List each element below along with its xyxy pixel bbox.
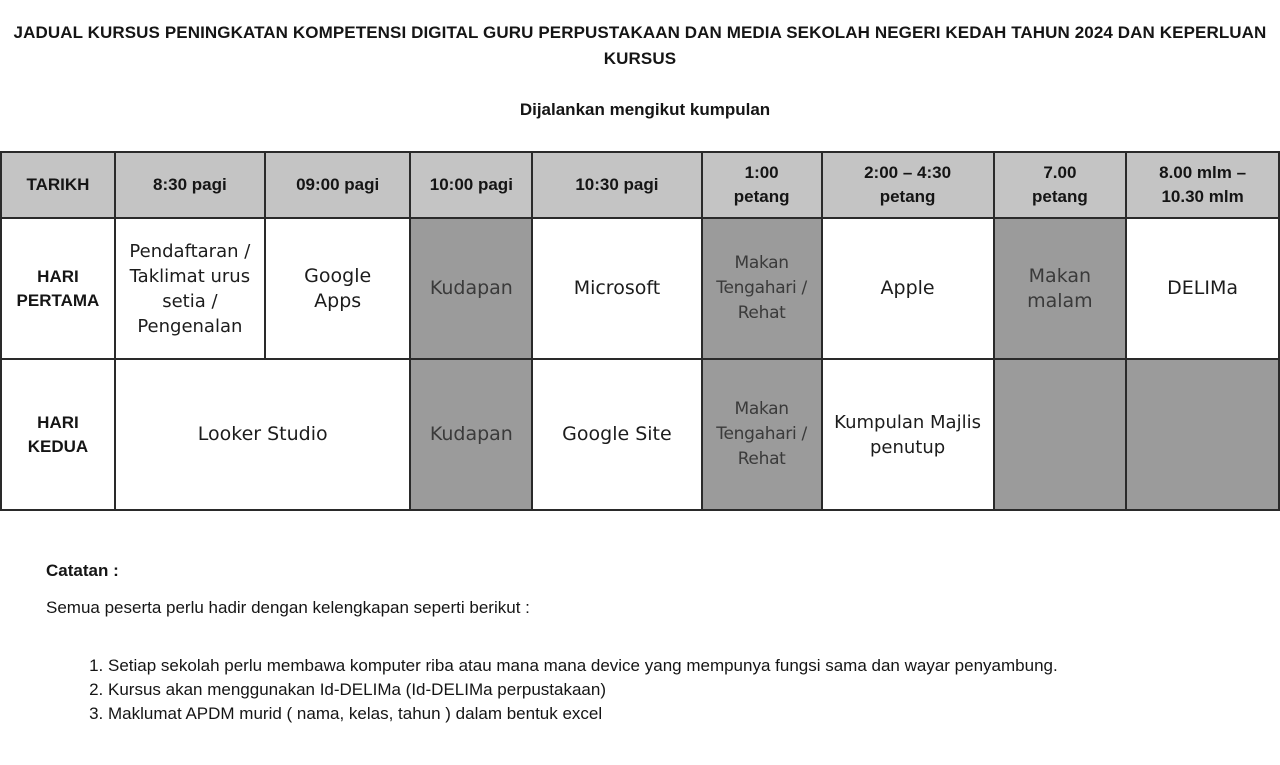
day1-cell-1300: Makan Tengahari / Rehat: [702, 218, 822, 359]
day1-cell-1000: Kudapan: [410, 218, 532, 359]
notes-list: [61, 654, 1208, 726]
day2-cell-2000: [1126, 359, 1279, 510]
header-time-1030: 10:30 pagi: [532, 152, 701, 218]
day1-cell-1400: Apple: [822, 218, 994, 359]
header-time-0900: 09:00 pagi: [265, 152, 411, 218]
document-title: JADUAL KURSUS PENINGKATAN KOMPETENSI DIGITAL GURU PERPUSTAKAAN DAN MEDIA SEKOLAH NEGERI KEDAH TAHUN 2024 DAN KEPERLUAN KURSUS: [13, 23, 1267, 68]
day1-cell-0900: Google Apps: [265, 218, 411, 359]
header-time-1300: 1:00 petang: [702, 152, 822, 218]
notes-item: 2. Kursus akan menggunakan Id-DELIMa (Id-DELIMa perpustakaan): [108, 678, 1208, 702]
header-tarikh: TARIKH: [1, 152, 115, 218]
notes-title: Catatan :: [46, 561, 119, 580]
day2-cell-1000: Kudapan: [410, 359, 532, 510]
day1-label: HARI PERTAMA: [1, 218, 115, 359]
day1-cell-2000: DELIMa: [1126, 218, 1279, 359]
day1-cell-0830: Pendaftaran / Taklimat urus setia / Pengenalan: [115, 218, 265, 359]
schedule-row-day2: [1, 359, 1279, 510]
header-time-0830: 8:30 pagi: [115, 152, 265, 218]
header-time-2000: 8.00 mlm – 10.30 mlm: [1126, 152, 1279, 218]
notes-item: 3. Maklumat APDM murid ( nama, kelas, tahun ) dalam bentuk excel: [108, 702, 1208, 726]
day1-cell-1030: Microsoft: [532, 218, 701, 359]
notes-item: 1. Setiap sekolah perlu membawa komputer riba atau mana mana device yang mempunya fungsi sama dan wayar penyambung.: [108, 654, 1208, 678]
day2-cell-1300: Makan Tengahari / Rehat: [702, 359, 822, 510]
header-time-1400: 2:00 – 4:30 petang: [822, 152, 994, 218]
header-time-1000: 10:00 pagi: [410, 152, 532, 218]
day2-cell-1900: [994, 359, 1127, 510]
schedule-table: [0, 151, 1280, 511]
notes-intro: Semua peserta perlu hadir dengan kelengkapan seperti berikut :: [46, 598, 530, 617]
day2-label: HARI KEDUA: [1, 359, 115, 510]
day2-cell-0830: Looker Studio: [115, 359, 411, 510]
day2-cell-1030: Google Site: [532, 359, 701, 510]
day1-cell-1900: Makan malam: [994, 218, 1127, 359]
schedule-header-row: [1, 152, 1279, 218]
day2-cell-1400: Kumpulan Majlis penutup: [822, 359, 994, 510]
schedule-row-day1: [1, 218, 1279, 359]
header-time-1900: 7.00 petang: [994, 152, 1127, 218]
document-subtitle: Dijalankan mengikut kumpulan: [519, 100, 771, 119]
